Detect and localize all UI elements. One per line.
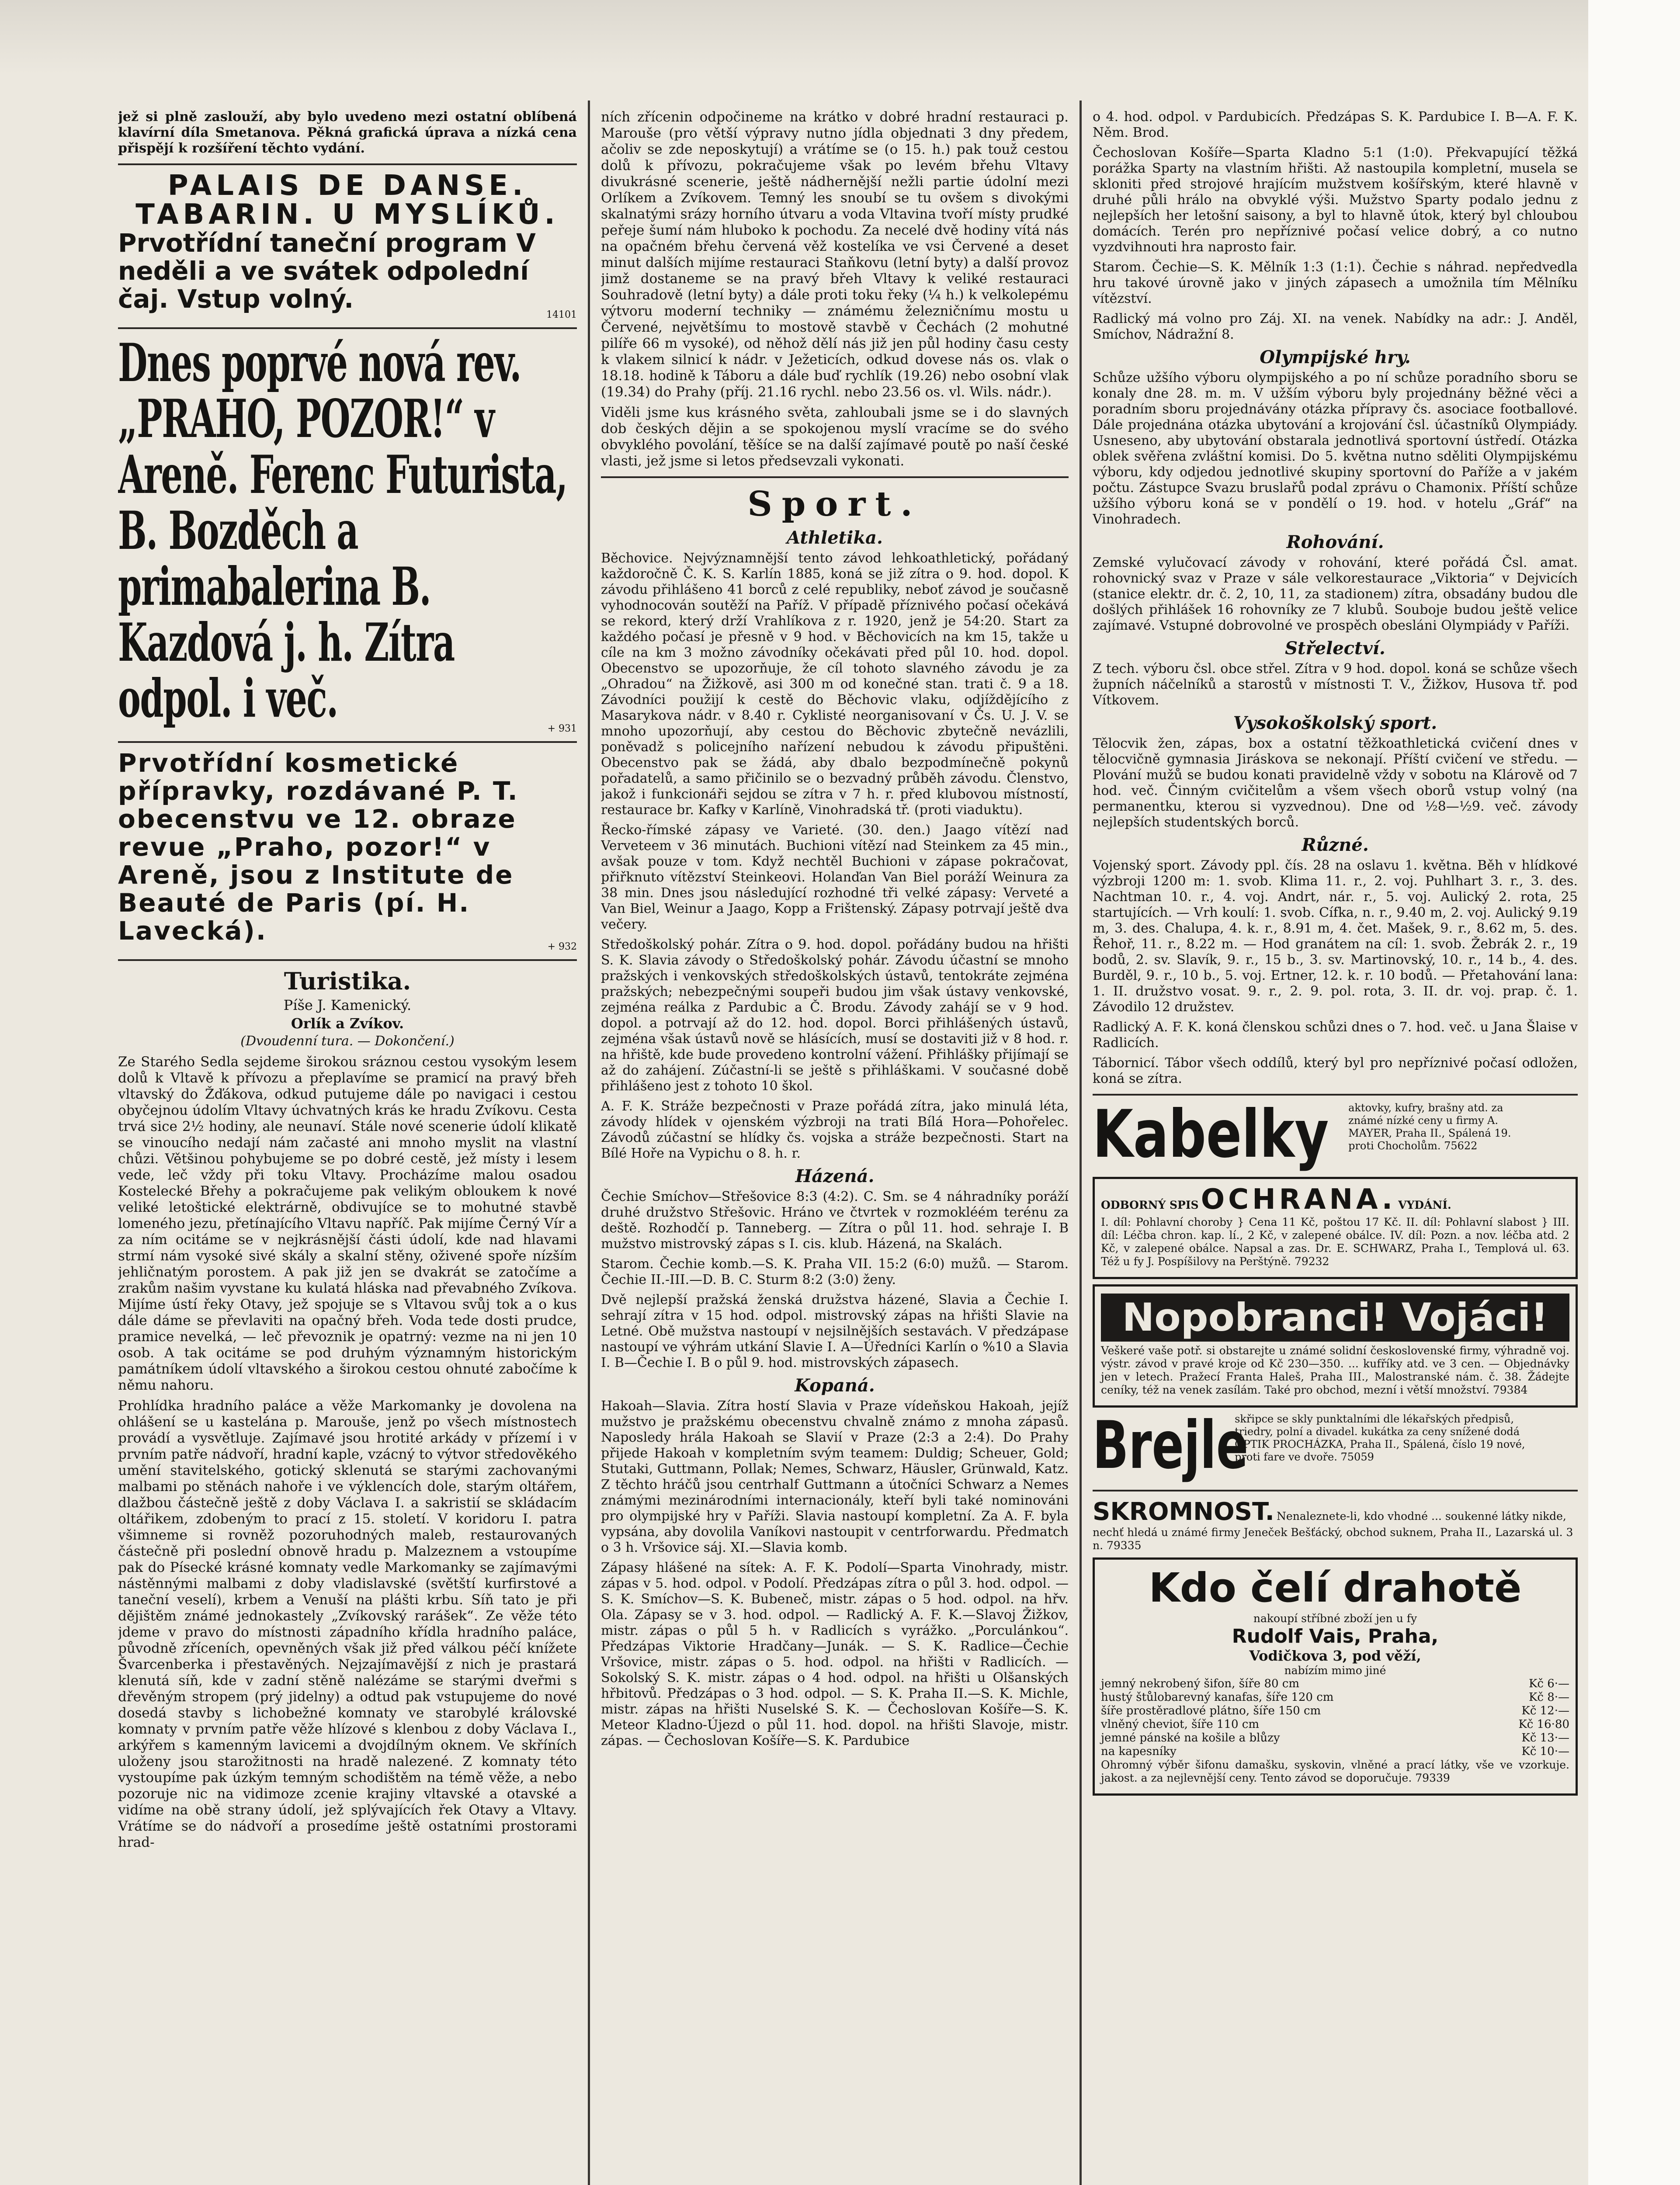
sport-item: A. F. K. Stráže bezpečnosti v Praze pořádá zítra, jako minulá léta, závody hlídek v ojenském výzbroji na trati Bílá Hora—Pohořelec. Závodů zúčastní se hlídky čs. vojska a stráže bezpečnosti. Start na Bílé Hoře na Vypichu o 8. h. r. (601, 1099, 1069, 1161)
vais-advert (1093, 1557, 1578, 1796)
divider (118, 327, 577, 329)
arena-advert: Dnes poprvé nová rev. „PRAHO, POZOR!“ v Areně. Ferenc Futurista, B. Bozděch a primabalerina B. Kazdová j. h. Zítra odpol. i več. (118, 332, 567, 729)
price-item: na kapesníky (1101, 1745, 1177, 1758)
subsection-athletika: Athletika. (787, 527, 883, 548)
cosmetics-advert: Prvotřídní kosmetické přípravky, rozdávané P. T. obecenstvu ve 12. obraze revue „Praho, pozor!“ v Areně, jsou z Institute de Beauté de Paris (pí. H. Lavecká). (118, 748, 519, 946)
kabelky-text: aktovky, kufry, brašny atd. za známé nízké ceny u firmy A. MAYER, Praha II., Spálená 19. proti Chocholům. 75622 (1348, 1102, 1511, 1152)
vais-headline: Kdo čelí drahotě (1149, 1564, 1522, 1611)
column-1 (118, 109, 577, 2185)
subsection-hazena: Házená. (795, 1166, 875, 1186)
brejle-advert (1093, 1413, 1578, 1483)
price-row (1101, 1718, 1569, 1731)
article-paragraph: Ze Starého Sedla sejdeme širokou sráznou cestou vysokým lesem dolů k Vltavě k přívozu a přeplavíme se pramicí na pravý břeh vltavský do Žďákova, odkud putujeme dále po navigaci i cestou obyčejnou údolím Vltavy úchvatných krás ke hradu Zvíkovu. Cesta trvá sice 2½ hodiny, ale neunaví. Stále nové scenerie údolí klikatě se vinoucího nedají nám začasté ani mnoho myslit na vlastní chůzi. Většinou pohybujeme se po dobré cestě, jež místy i lesem vede, leč vždy při toku Vltavy. Procházíme malou osadou Kostelecké Břehy a pokračujeme pak velikým obloukem k nové veliké letoštické elektrárně, obdivujíce se to mohutné stavbě lomeného jezu, přetínajícího Vltavu napříč. Pak mijíme Černý Vír a za ním ocitáme se v nejkrásnější části údolí, kde nad hlavami strmí nám vysoké sivé skály a skalní stěny, oživené spoře nízším jehličnatým porostem. A pak již jen se dvakrát se zatočíme a zrakům našim vyvstane ku kulatá hláska nad převabného Zvíkova. Mijíme ústí řeky Otavy, jež spojuje se s Vltavou svůj tok a o kus dále dáme se převlaviti na opačný břeh. Voda tede dosti prudce, pramice nevelká, — leč převoznik je opatrný: vezme na ni jen 10 osob. A tak ocitáme se pod druhým významným historickým památníkem údolí vltavského a širokou cestou ohnuté zabočíme k němu nahoru. (118, 1054, 577, 1393)
price-item: jemný nekrobený šifon, šíře 80 cm (1101, 1677, 1300, 1690)
price-value: Kč 12·— (1521, 1704, 1569, 1717)
article-paragraph: Viděli jsme kus krásného světa, zahloubali jsme se i do slavných dob českých dějin a se spokojenou myslí vracíme se do svého obvyklého povolání, těšíce se na další zajímavé poutě po naší české vlasti, jež jsme si letos předsevzali vykonati. (601, 405, 1069, 469)
palais-program: Prvotřídní taneční program V neděli a ve svátek odpolední čaj. Vstup volný. (118, 228, 536, 314)
skromnost-advert (1093, 1498, 1578, 1552)
column-rule (1080, 101, 1082, 2185)
kabelky-title: Kabelky (1093, 1102, 1329, 1172)
article-subtitle: Orlík a Zvíkov. (291, 1015, 404, 1032)
subsection-university-sport: Vysokoškolský sport. (1233, 713, 1437, 733)
vojaci-title: Nopobranci! Vojáci! (1101, 1294, 1569, 1342)
price-row (1101, 1691, 1569, 1704)
vais-name: Rudolf Vais, Praha, (1232, 1625, 1439, 1647)
price-item: hustý štůlobarevný kanafas, šíře 120 cm (1101, 1691, 1334, 1704)
price-value: Kč 8·— (1528, 1691, 1569, 1704)
subsection-olympic: Olympijské hry. (1260, 347, 1411, 368)
sport-item: Čechie Smíchov—Střešovice 8:3 (4:2). C. Sm. se 4 náhradníky poráží druhé družstvo Střešovic. Hráno ve čtvrtek v rozmokléém terénu za deště. Rozhodčí p. Tanneberg. — Zítra o půl 11. hod. sehraje I. B mužstvo mistrovský zápas s I. cis. klub. Házená, na Skalách. (601, 1189, 1069, 1252)
page-top-margin (0, 0, 1680, 74)
sport-item: Starom. Čechie komb.—S. K. Praha VII. 15:2 (6:0) mužů. — Starom. Čechie II.-III.—D. B. C. Sturm 8:2 (3:0) ženy. (601, 1256, 1069, 1287)
price-item: jemné pánské na košile a blůzy (1101, 1731, 1280, 1745)
sport-item: Vojenský sport. Závody ppl. čís. 28 na oslavu 1. května. Běh v hlídkové výzbroji 1200 m: 1. svob. Klima 11. r., 2. voj. Puhlhart 3. r., 3. des. Nachtman 10. r., 4. voj. Andrt, nár. r., 5. voj. Aulický 2. rota, 25 startujících. — Vrh koulí: 1. svob. Cífka, n. r., 9.40 m, 2. voj. Aulický 9.19 m, 3. des. Chalupa, 4. k. r., 8.91 m, 4. čet. Mašek, 9. r., 8.62 m, 5. des. Řehoř, 11. r., 8.22 m. — Hod granátem na cíl: 1. svob. Žebrák 2. r., 19 bodů, 2. sv. Slavík, 9. r., 15 b., 3. sv. Martinovský, 10. r., 14 b., 4. des. Burděl, 9. r., 10 b., 5. voj. Ertner, 12. k. r. 10 bodů. — Přetahování lana: 1. II. družstvo vosat. 9. r., 2. 9. pol. rota, 3. II. dr. voj. prap. č. 1. Závodilo 12 družstev. (1093, 858, 1578, 1015)
price-row (1101, 1677, 1569, 1691)
sport-item: Tábornicí. Tábor všech oddílů, který byl pro nepříznivé počasí odložen, koná se zítra. (1093, 1055, 1578, 1086)
column-2 (601, 109, 1069, 2185)
ochrana-advert (1093, 1177, 1578, 1279)
sport-item: Zápasy hlášené na sítek: A. F. K. Podolí—Sparta Vinohrady, mistr. zápas v 5. hod. odpol. v Podolí. Předzápas zítra o půl 3. hod. odpol. — S. K. Smíchov—S. K. Bubeneč, mistr. zápas o 5 hod. odpol. na hřv. Ola. Zápasy se v 3. hod. odpol. — Radlický A. F. K.—Slavoj Žižkov, mistr. zápas o půl 5 h. v Radlicích s vyrážko. „Porculánkou“. Předzápas Viktorie Hradčany—Junák. — S. K. Radlice—Čechie Vršovice, mistr. zápas o 5. hod. odpol. na hřišti v Radlicích. — Sokolský S. K. mistr. zápas o 4 hod. odpol. na hřišti u Olšanských hřbitovů. Předzápas o 3 hod. odpol. — S. K. Praha II.—S. K. Michle, mistr. zápas na hřišti Nuselské S. K. — Čechoslovan Košíře—S. K. Meteor Kladno-Újezd o půl 11. hod. dopol. na hřišti Slavoje, mistr. zápas. — Čechoslovan Košíře—S. K. Pardubice (601, 1560, 1069, 1748)
sport-item: Čechoslovan Košíře—Sparta Kladno 5:1 (1:0). Překvapující těžká porážka Sparty na vlastním hřišti. Až nastoupila kompletní, musela se skloniti před strojové hrajícím mužstvem košířským, které hlavně v druhé půli hrálo na obvyklé výši. Mužstvo Sparty podalo jednu z nejlepších her letošní saisony, a byl to hlavně útok, který byl chloubou domácích. Terén pro nepříznivé počasí velice dobrý, a co nutno vyzdvihnouti hra naprosto fair. (1093, 145, 1578, 255)
divider (118, 741, 577, 743)
column-rule (588, 101, 590, 2185)
vais-subline: nakoupí stříbné zboží jen u fy (1253, 1612, 1417, 1625)
sport-item: o 4. hod. odpol. v Pardubicích. Předzápas S. K. Pardubice I. B—A. F. K. Něm. Brod. (1093, 109, 1578, 140)
sport-item: Z tech. výboru čsl. obce střel. Zítra v 9 hod. dopol. koná se schůze všech župních náčelníků a starostů v místnosti T. V., Žižkov, Husova tř. pod Vítkovem. (1093, 661, 1578, 708)
page-right-margin (1588, 0, 1680, 2185)
ad-number: 14101 (546, 309, 577, 320)
price-item: šíře prostěradlové plátno, šíře 150 cm (1101, 1704, 1321, 1717)
sport-item: Hakoah—Slavia. Zítra hostí Slavia v Praze vídeňskou Hakoah, jejíž mužstvo je pražskému obecenstvu chvalně známo z mnoha zápasů. Naposledy hrála Hakoah se Slavií v Praze (2:3 a 2:4). Do Prahy přijede Hakoah v kompletním svým teamem: Duldig; Scheuer, Gold; Stutaki, Guttmann, Pollak; Nemes, Schwarz, Häusler, Grünwald, Katz. Z těchto hráčů jsou centrhalf Guttmann a útočníci Schwarz a Nemes známými mezinárodními internacionály, kteří byli také nominováni pro olympijské hry v Paříži. Slavia nastoupí kompletní. Za A. F. byla vypsána, aby dovolila Vaníkovi nastoupit v centrforwardu. Předmatch o 3 h. Vršovice sáj. XI.—Slavia komb. (601, 1398, 1069, 1555)
section-title-turistika: Turistika. (284, 967, 411, 995)
article-intro: jež si plně zaslouží, aby bylo uvedeno mezi ostatní oblíbená klavírní díla Smetanova. Pěkná grafická úprava a nízká cena přispějí k rozšíření těchto vydání. (118, 109, 577, 156)
section-title-sport: Sport. (747, 484, 922, 524)
sport-item: Starom. Čechie—S. K. Mělník 1:3 (1:1). Čechie s náhrad. nepředvedla hru takové úrovně jako v jiných zápasech a umožnila tím Mělníku vítězství. (1093, 260, 1578, 306)
ochrana-text: I. díl: Pohlavní choroby } Cena 11 Kč, poštou 17 Kč. II. díl: Pohlavní slabost } III. díl: Léčba chron. kap. lí., 2 Kč, v zalepené obálce. IV. díl: Pozn. a nov. léčba atd. 2 Kč, v zalepené obálce. Napsal a zas. Dr. E. SCHWARZ, Praha I., Templová ul. 63. Též u fy J. Pospíšilovy na Perštýně. 79232 (1101, 1216, 1569, 1268)
brejle-title: Brejle (1093, 1413, 1249, 1483)
sport-item: Řecko-římské zápasy ve Varieté. (30. den.) Jaago vítězí nad Verveteem v 36 minutách. Buchioni vítězí nad Steinkem za 45 min., avšak pouze v tom. Když nechtěl Buchioni v zápase pokračovat, přiřknuto vítězství Steinkeovi. Holanďan Van Biel poráží Weinura za 38 min. Dnes jsou následující rozhodné tři velké zápasy: Verveté a Van Biel, Weinur a Jaago, Kopp a Frištenský. Zápasy potrvají ještě dva večery. (601, 822, 1069, 932)
subsection-boxing: Rohování. (1286, 532, 1384, 552)
column-3 (1093, 109, 1578, 2185)
sport-item: Tělocvik žen, zápas, box a ostatní těžkoathletická cvičení dnes v tělocvičně gymnasia Jiráskova se nekonají. Příští cvičení ve středu. — Plování mužů se budou konati pravidelně vždy v sobotu na Klárově od 7 hod. več. Činným cvičitelům a všem všech oborů vstup volný (na permanentku, kterou si vyzvednou). Dne od ½8—½9. več. závody nejlepších studentských borců. (1093, 736, 1578, 830)
tabarin-title: TABARIN. U MYSLÍKŮ. (135, 198, 559, 231)
sport-item: Středoškolský pohár. Zítra o 9. hod. dopol. pořádány budou na hřišti S. K. Slavia závody o Středoškolský pohár. Závodu účastní se mnoho pražských i venkovských středoškolských ústavů, tentokráte zejména pražských; nebezpečnými soupeři budou jim však ústavy venkovské, zejména reálka z Pardubic a Č. Brodu. Závody zahájí se v 9 hod. dopol. a potrvají až do 12. hod. dopol. Borci přihlášených ústavů, zejména však ústavů nově se hlásících, musí se dostaviti již v 8 hod. r. na hřiště, kde bude provedeno kontrolní vážení. Přihlášky přijímají se až do zahájení. Zúčastní-li se ještě s přihláškami. V současné době přihlášeno jest z tohoto 10 škol. (601, 937, 1069, 1094)
subsection-shooting: Střelectví. (1285, 638, 1385, 659)
vojaci-text: Veškeré vaše potř. si obstarejte u známé solidní československé firmy, výhradně voj. výstr. závod v pravé kroje od Kč 230—350. ... kufříky atd. ve 3 cen. — Objednávky jen v letech. Pražecí Franta Haleš, Praha III., Malostranské nám. č. 38. Žádejte ceníky, též na venek zasílám. Také pro obchod, mezní i větší množství. 79384 (1101, 1344, 1569, 1396)
price-item: vlněný cheviot, šíře 110 cm (1101, 1718, 1260, 1731)
sport-item: Radlický A. F. K. koná členskou schůzi dnes o 7. hod. več. u Jana Šlaise v Radlicích. (1093, 1020, 1578, 1051)
divider (601, 476, 1069, 478)
price-row (1101, 1745, 1569, 1758)
sport-item: Schůze užšího výboru olympijského a po ní schůze poradního sboru se konaly dne 28. m. m. V užším výboru byly projednány běžné věci a poradním sboru projednávány otázka přípravy čs. asociace footballové. Dále projednána otázka ubytování a krojování čsl. účastníků Olympiády. Usneseno, aby ubytování obstarala jednotlivá sportovní ústředí. Otázka oblek svěřena zvláštní komisi. Do 5. května nutno sděliti Olympijskému výboru, kdy odjedou jednotlivé skupiny sportovní do Paříže a v jakém počtu. Zástupce Svazu bruslařů podal zprávu o Chamonix. Příští schůze užšího výboru koná se v pondělí o 19. hod. v hotelu „Gráf“ na Vinohradech. (1093, 370, 1578, 527)
vojaci-advert (1093, 1284, 1578, 1408)
divider (1093, 1094, 1578, 1096)
vais-address: Vodičkova 3, pod věží, (1249, 1647, 1421, 1664)
byline: Píše J. Kamenický. (283, 997, 412, 1013)
article-paragraph: Prohlídka hradního paláce a věže Markomanky je dovolena na ohlášení se u kastelána p. Marouše, jenž po všech místnostech provádí a vysvětluje. Zajímavé jsou hrotité arkády v přízemí i v prvním patře nádvoří, hradní kaple, vzácný to výtvor středověkého umění stavitelského, gotický sklenutá se starými zachovanými malbami po stěnách nahoře i ve výklencích dole, starým oltářem, dlažbou částečně ještě z doby Václava I. a sakristií se skládacím oltářikem, zdobeným to prací z 15. století. V koridoru I. patra všimneme si rovněž pozoruhodných maleb, restaurovaných částečně při poslední obnově hradu p. Malzeznem a vstoupíme pak do Písecké krásné komnaty vedle Markomanky se zajímavými nástěnnými malbami z doby vladislavské (světští kurfirstové a taneční veselí), krbem a Venuší na plášti krbu. Síň tato je při dějištěm známé jednokastely „Zvíkovský rarášek“. Ze věže této jdeme v pravo do místnosti západního křídla hradního paláce, původně zříceních, opevněných však již před válkou péčí knížete Švarcenberka i přestavěných. Nejzajímavější z nich je prastará klenutá síň, kde v zadní stěně nalézáme se starými dveřmi s dřevěným stropem (prý jidelny) a odtud pak vstupujeme do nové dosedá stavby s lichobežné komnaty ve starobylé královské komnaty v prvním patře věže hlízové s klenbou z doby Václava I., arkýřem s kamenným lavicemi a dvojdílným oknem. Ve skříních uloženy jsou starožitnosti na hradě nalezené. Z komnaty této vystoupíme pak úzkým temným schodištěm na témě věže, a nebo pozoruje nic na vidimoze zcenie krajiny vltavské a otavské a vidíme na obě strany údolí, jež splývajících řek Otavy a Vltavy. Vrátíme se do nádvoří a prosedíme ještě ostatními prostorami hrad- (118, 1398, 577, 1850)
article-paragraph: ních zřícenin odpočineme na krátko v dobré hradní restauraci p. Marouše (pro větší výpravy nutno jídla objednati 3 dny předem, ačoliv se zde neposkytují) a vrátíme se (o 15. h.) pak touž cestou dolů k přívozu, pokračujeme však po levém břehu Vltavy divukrásné scenerie, ještě nádhernější nežli partie údolní mezi Orlíkem a Zvíkovem. Temný les snoubí se tu ovšem s divokými skalnatými srázy horního útvaru a voda Vltavina tvoří místy prudké peřeje šumí nám hluboko k pochodu. Za necelé dvě hodiny vítá nás na opačném břehu červená věž kostelíka ve vsi Červené a deset minut dalších mijíme restauraci Staňkovu (letní byty) a další provoz jimž dostaneme se na pravý břeh Vltavy k veliké restauraci Souhradově (letní byty) a dále proti toku řeky (¼ h.) k velkolepému výtvoru moderní techniky — známému železničnímu mostu u Červené, největšímu to mostově stavbě v Čechách (2 mohutné pilíře 66 m vysoké), od něhož dělí nás již jen půl hodiny času cesty k vlakem silnicí k nádr. v Ježeticích, odkud dovese nás os. vlak o 18.18. hodině k Táboru a dále buď rychlík (19.26) nebo osobní vlak (19.34) do Prahy (příj. 21.16 rychl. nebo 23.56 os. vl. Wils. nádr.). (601, 109, 1069, 400)
sport-item: Dvě nejlepší pražská ženská družstva házené, Slavia a Čechie I. sehrají zítra v 15 hod. odpol. mistrovský zápas na hřišti Slavie na Letné. Obě mužstva nastoupí v nejsilnějších sestavách. V předzápase nastoupí ve výhrám utkání Slavie I. A—Úředníci Karlín o %10 a Slavia I. B—Čechie I. B o půl 9. hod. mistrovských zápasech. (601, 1292, 1069, 1370)
ad-number: + 931 (547, 723, 577, 734)
sport-item: Zemské vylučovací závody v rohování, které pořádá Čsl. amat. rohovnický svaz v Praze v sále velkorestaurace „Viktoria“ v Dejvicích (stanice elektr. dr. č. 2, 10, 11, za stadionem) zítra, obsadány budou dle došlých přihlášek 16 rohovníky ze 7 klubů. Souboje budou ještě velice zajímavé. Vstupné dobrovolné ve prospěch obesláni Olympiády v Paříži. (1093, 555, 1578, 633)
divider (118, 163, 577, 165)
price-row (1101, 1704, 1569, 1718)
sport-item: Radlický má volno pro Záj. XI. na venek. Nabídky na adr.: J. Anděl, Smíchov, Nádražní 8. (1093, 311, 1578, 342)
price-value: Kč 13·— (1521, 1731, 1569, 1745)
price-row (1101, 1731, 1569, 1745)
ochrana-edition: VYDÁNÍ. (1398, 1199, 1451, 1211)
palais-title: PALAIS DE DANSE. (167, 170, 528, 202)
skromnost-text: Nenaleznete-li, kdo vhodné ... soukenné látky nikde, nechť hledá u známé firmy Jeneček Bešťácký, obchod suknem, Praha II., Lazarská ul. 3 n. 79335 (1093, 1510, 1573, 1552)
price-value: Kč 6·— (1528, 1677, 1569, 1690)
price-value: Kč 10·— (1521, 1745, 1569, 1758)
skromnost-title: SKROMNOST. (1093, 1498, 1274, 1526)
divider (1093, 1490, 1578, 1491)
vais-offer: nabízím mimo jiné (1284, 1664, 1386, 1677)
brejle-text: skřipce se skly punktalními dle lékařských předpisů, triedry, polní a divadel. kukátka za ceny snížené dodá OPTIK PROCHÁZKA, Praha II., Spálená, číslo 19 nové, proti fare ve dvoře. 75059 (1235, 1413, 1525, 1463)
subsection-misc: Různé. (1302, 835, 1369, 855)
article-note: (Dvoudenní tura. — Dokončení.) (240, 1034, 455, 1049)
price-value: Kč 16·80 (1518, 1718, 1569, 1731)
ochrana-title: OCHRANA. (1201, 1183, 1396, 1216)
divider (118, 959, 577, 961)
price-list (1101, 1677, 1569, 1758)
ochrana-header: ODBORNÝ SPIS (1101, 1199, 1199, 1211)
vais-footer: Ohromný výběr šifonu damašku, syskovin, vlněné a prací látky, vše ve vzorkuje. jakost. a za nejlevnější ceny. Tento závod se doporučuje. 79339 (1101, 1758, 1569, 1784)
ad-number: + 932 (547, 941, 577, 952)
sport-item: Běchovice. Nejvýznamnější tento závod lehkoathletický, pořádaný každoročně Č. K. S. Karlín 1885, koná se již zítra o 9. hod. dopol. K závodu přihlášeno 41 borců z celé republiky, neboť závod je současně vyhodnocován soutěží na Paříž. V případě příznivého počasí očekává se rekord, který drží Vrahlíkova z r. 1920, jenž je 54:20. Start za každého počasí je přesně v 9 hod. v Běchovicích na km 15, takže u cíle na km 3 možno závodníky očekávati před půl 10. hod. dopol. Obecenstvo se upozorňuje, že cíl tohoto slavného závodu je za „Ohradou“ na Žižkově, asi 300 m od konečné stan. trati č. 9 a 18. Závodníci použijí k cestě do Běchovic vlaku, odjíždějícího z Masarykova nádr. v 8.40 r. Cyklisté neorganisovaní v Čs. U. J. V. se mnoho upozorňují, aby cestou do Běchovic zbytečně nevázlili, poněvadž s policejního nařízení nebudou k závodu připuštěni. Obecenstvo pak se žádá, aby dbalo bezpodmínečně pokynů pořadatelů, a samo přičinilo se o bezvadný průběh závodu. Členstvo, jakož i funkcionáři sejdou se zítra v 7 h. r. před klubovou místností, restaurace br. Kafky v Karlíně, Vinohradská tř. (proti viaduktu). (601, 551, 1069, 818)
subsection-kopana: Kopaná. (795, 1375, 875, 1396)
kabelky-advert (1093, 1102, 1578, 1172)
